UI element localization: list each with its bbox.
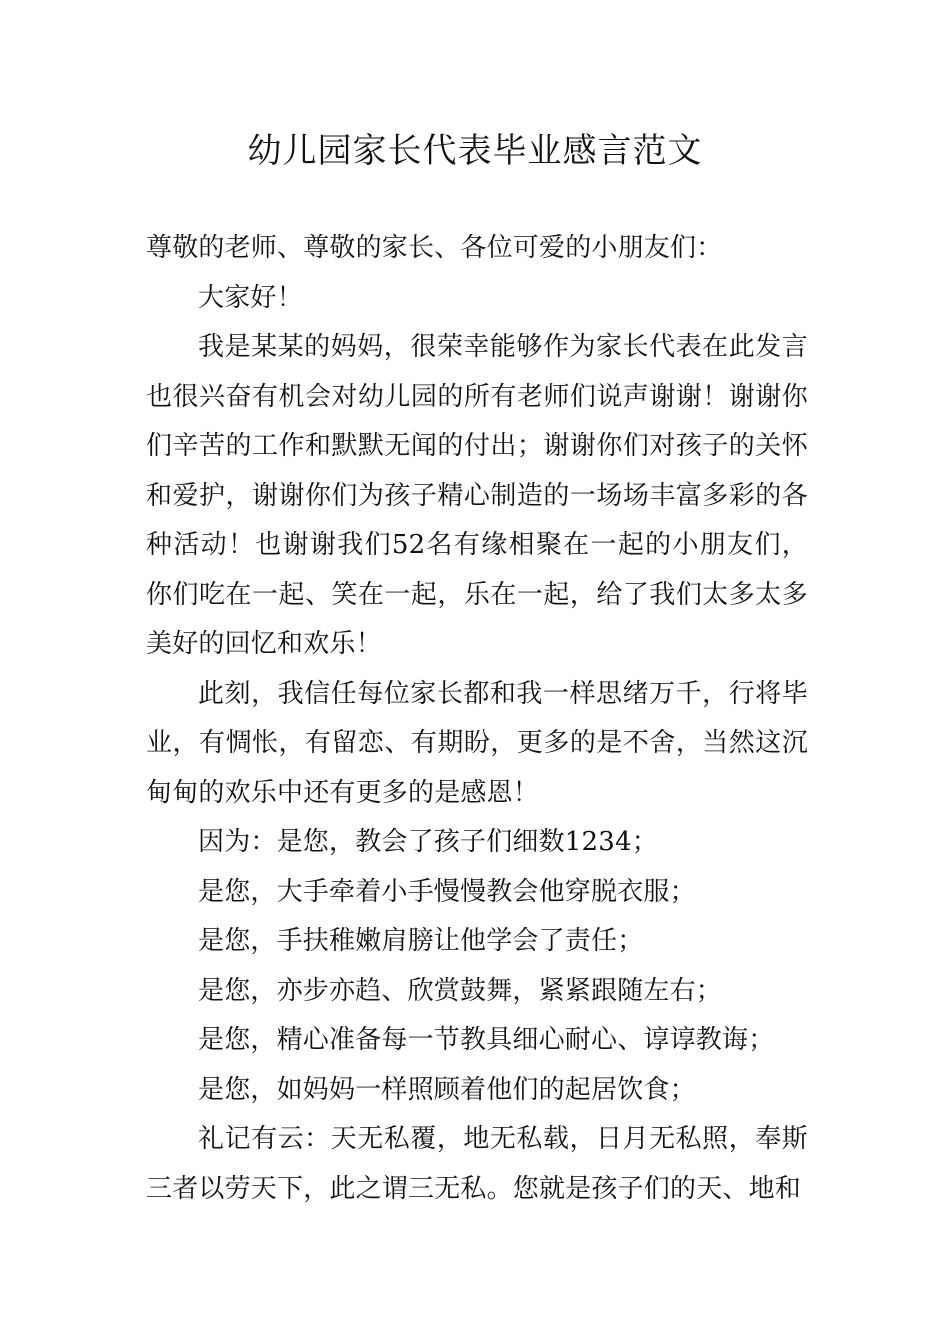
paragraph-gratitude-6: 是您，如妈妈一样照顾着他们的起居饮食；	[198, 1074, 696, 1105]
paragraph-gratitude-4: 是您，亦步亦趋、欣赏鼓舞，紧紧跟随左右；	[198, 975, 723, 1006]
paragraph-quote: 礼记有云：天无私覆，地无私载，日月无私照，奉斯三者以劳天下，此之谓三无私。您就是孩子们的天、地和	[146, 1124, 808, 1204]
paragraph-gratitude-1: 因为：是您，教会了孩子们细数1234；	[198, 827, 658, 857]
paragraph-gratitude-2: 是您，大手牵着小手慢慢教会他穿脱衣服；	[198, 876, 696, 907]
paragraph-gratitude-5: 是您，精心准备每一节教具细心耐心、谆谆教诲；	[198, 1025, 775, 1055]
salutation: 尊敬的老师、尊敬的家长、各位可爱的小朋友们：	[146, 233, 723, 263]
paragraph-feelings: 此刻，我信任每位家长都和我一样思绪万千，行将毕业，有惆怅，有留恋、有期盼，更多的是不舍，当然这沉甸甸的欢乐中还有更多的是感恩！	[146, 678, 808, 808]
paragraph-introduction: 我是某某的妈妈，很荣幸能够作为家长代表在此发言也很兴奋有机会对幼儿园的所有老师们说声谢谢！谢谢你们辛苦的工作和默默无闻的付出；谢谢你们对孩子的关怀和爱护，谢谢你们为孩子精心制造的一场场丰富多彩的各种活动！也谢谢我们52名有缘相聚在一起的小朋友们，你们吃在一起、笑在一起，乐在一起，给了我们太多太多美好的回忆和欢乐！	[146, 332, 808, 659]
document-body	[146, 224, 808, 1214]
paragraph-gratitude-3: 是您，手扶稚嫩肩膀让他学会了责任；	[198, 926, 644, 956]
document-title: 幼儿园家长代表毕业感言范文	[247, 131, 703, 171]
paragraph-greeting: 大家好！	[198, 282, 303, 313]
